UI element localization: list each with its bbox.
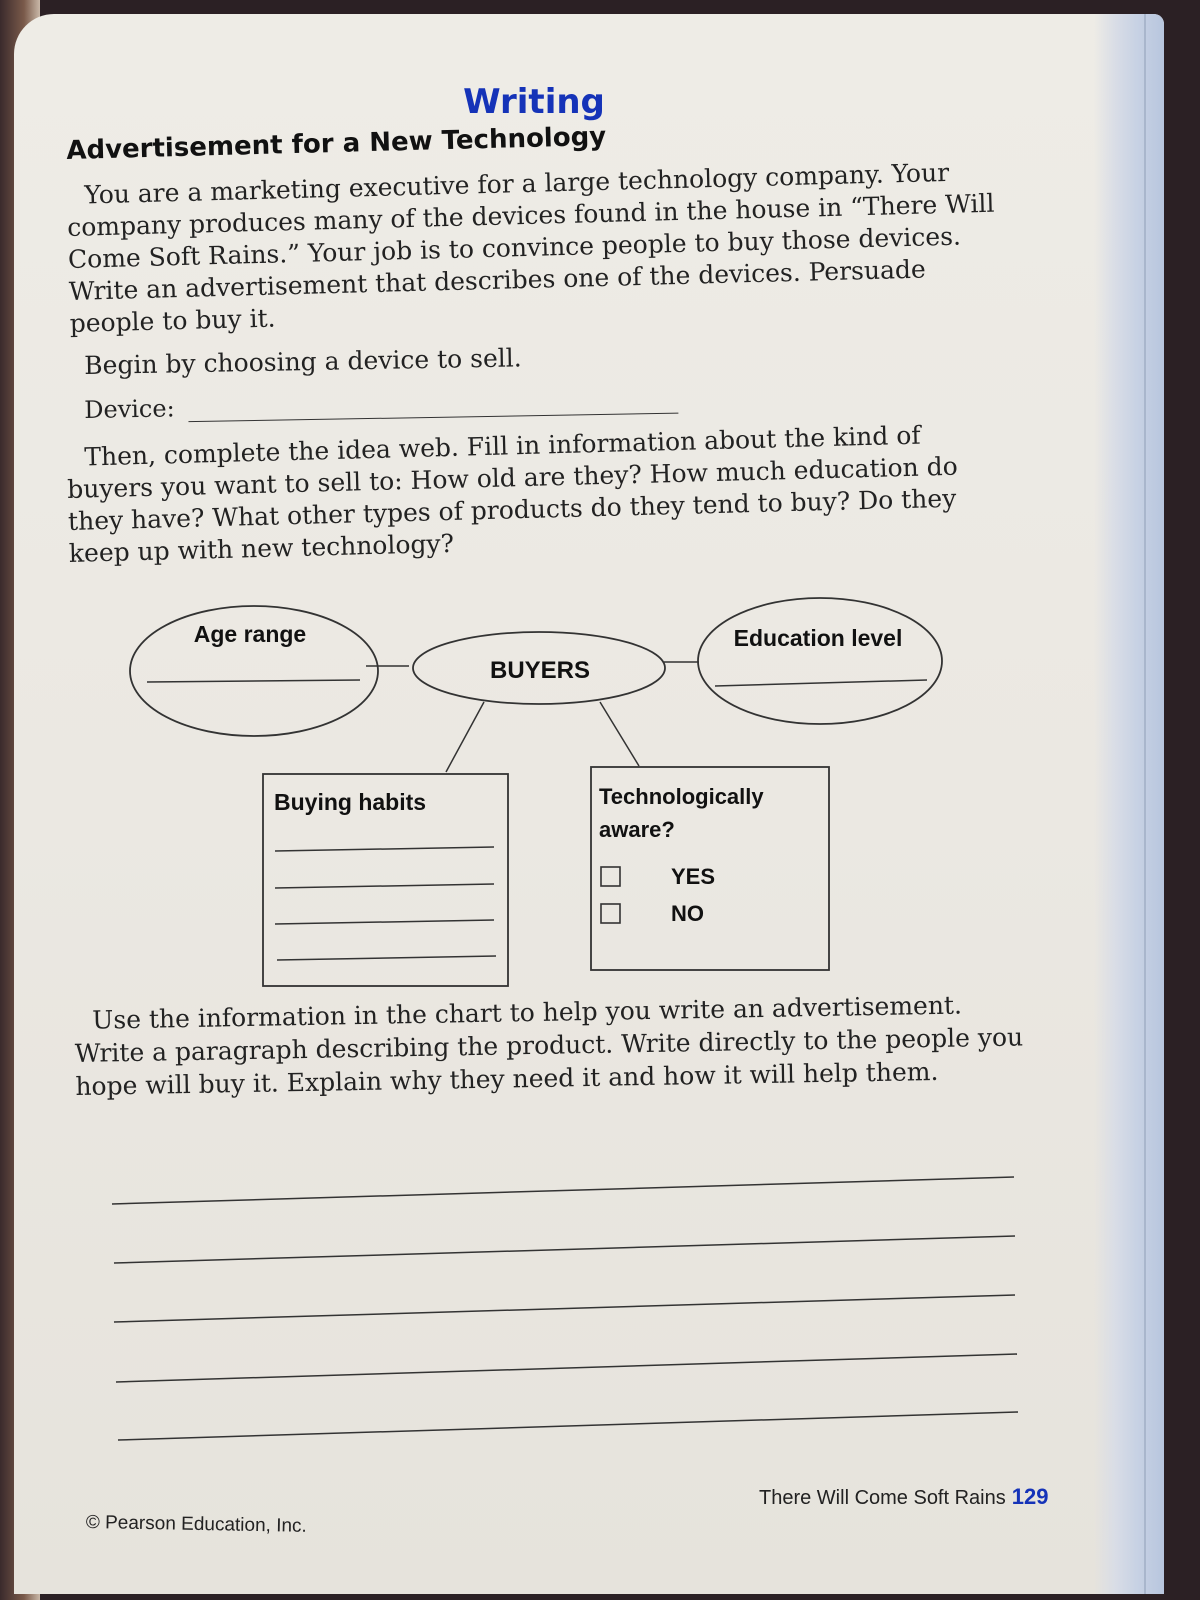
tech-aware-label-line2: aware? (599, 817, 675, 842)
writing-line-3[interactable] (114, 1295, 1015, 1322)
buyers-label: BUYERS (489, 657, 591, 684)
section-title: Writing (463, 82, 605, 122)
writing-line-5[interactable] (118, 1412, 1018, 1440)
writing-line-4[interactable] (116, 1354, 1017, 1382)
writing-instruction: Use the information in the chart to help you write an advertisement. Write a paragraph describing the product. Write directly to the people you hope will buy it. Explain why they need it and how it will help them. (74, 990, 1024, 1101)
buying-habits-label: Buying habits (274, 789, 427, 815)
begin-instruction: Begin by choosing a device to sell. (84, 343, 522, 380)
yes-checkbox[interactable] (601, 867, 620, 886)
connector-tech (600, 702, 639, 766)
page-number: 129 (1011, 1484, 1049, 1509)
buying-habits-line-3[interactable] (275, 920, 494, 924)
connector-buying (446, 702, 484, 772)
buying-habits-line-1[interactable] (275, 847, 494, 851)
page-content (14, 14, 1134, 1594)
writing-line-1[interactable] (112, 1177, 1014, 1204)
idea-web (14, 14, 1134, 1594)
copyright-notice: © Pearson Education, Inc. (85, 1512, 307, 1537)
buying-habits-line-2[interactable] (275, 884, 494, 888)
page-footer (759, 1484, 1048, 1510)
education-level-label: Education level (733, 625, 903, 651)
no-checkbox[interactable] (601, 904, 620, 923)
tech-aware-label-line1: Technologically (599, 784, 764, 809)
intro-paragraph: You are a marketing executive for a large technology company. Your company produces many of the devices found in the house in “There Will Come Soft Rains.” Your job is to convince people to buy those devices. Write an advertisement that describes one of the devices. Persuade people to buy it. (66, 157, 995, 338)
buying-habits-line-4[interactable] (277, 956, 496, 960)
age-range-label: Age range (193, 621, 307, 647)
education-level-oval (698, 598, 942, 724)
activity-title: Advertisement for a New Technology (66, 121, 607, 166)
writing-line-2[interactable] (114, 1236, 1015, 1263)
no-label: NO (671, 901, 704, 926)
idea-web-instruction: Then, complete the idea web. Fill in information about the kind of buyers you want to sell to: How old are they? How much education do they have? What other types of products do they tend to buy? Do they keep up with new technology? (66, 420, 959, 568)
yes-label: YES (671, 864, 716, 889)
device-label: Device: (84, 394, 175, 424)
workbook-page (14, 14, 1164, 1594)
education-level-answer-line[interactable] (715, 680, 927, 686)
story-title: There Will Come Soft Rains (759, 1487, 1006, 1509)
age-range-answer-line[interactable] (147, 680, 360, 682)
